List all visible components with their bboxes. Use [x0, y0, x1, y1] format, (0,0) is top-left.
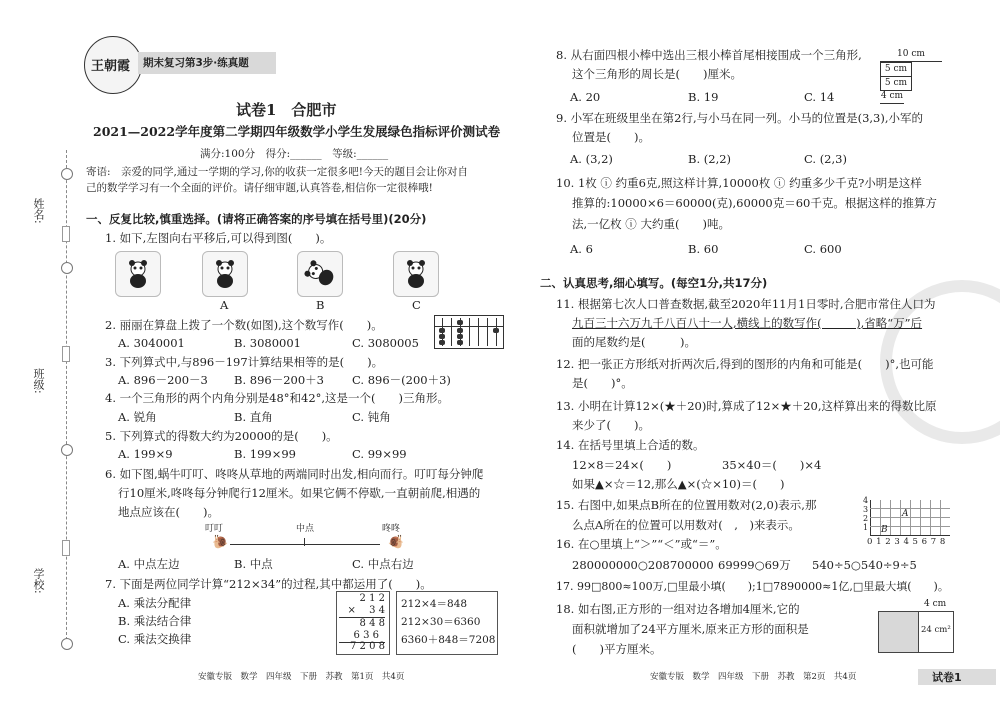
vertical-multiplication	[336, 591, 390, 655]
binding-mark	[62, 226, 70, 242]
intro-line-1	[86, 164, 468, 180]
stick-4cm: 4 cm	[880, 90, 904, 104]
q6-text-1: 6. 如下图,蜗牛叮叮、咚咚从草地的两端同时出发,相向而行。叮叮每分钟爬	[105, 467, 484, 481]
q3-option-b: B. 896－200＋3	[234, 373, 324, 387]
q5-option-c: C. 99×99	[352, 447, 407, 461]
intro-line-2: 己的数学学习有一个全面的评价。请仔细审题,认真答卷,相信你一定很棒哦!	[86, 182, 433, 194]
point-a-label: A	[902, 509, 909, 519]
coordinate-grid	[870, 500, 950, 535]
q1-option-c-label: C	[412, 298, 421, 312]
binding-mark	[62, 540, 70, 556]
q6-option-c: C. 中点右边	[352, 557, 414, 571]
q10-option-a: A. 6	[570, 242, 593, 256]
brand-logo	[84, 36, 142, 94]
q2-option-a: A. 3040001	[118, 336, 185, 350]
q5-option-a: A. 199×9	[118, 447, 173, 461]
q3-option-a: A. 896－200－3	[118, 373, 208, 387]
q10-text-2: 推算的:10000×6＝60000(克),60000克＝60千克。根据这样的推算方	[572, 196, 937, 210]
q1-option-c-figure	[393, 251, 439, 297]
q8-option-a: A. 20	[570, 90, 601, 104]
class-label: 班级:	[32, 368, 45, 394]
q5-text: 5. 下列算式的得数大约为20000的是( )。	[105, 429, 338, 443]
q4-text: 4. 一个三角形的两个内角分别是48°和42°,这是一个( )三角形。	[105, 391, 450, 405]
q11-text-1: 11. 根据第七次人口普查数据,截至2020年11月1日零时,合肥市常住人口为	[556, 297, 936, 311]
q1-option-a-label: A	[220, 298, 229, 312]
name-label: 姓名:	[32, 198, 45, 224]
q9-option-c: C. (2,3)	[804, 152, 847, 166]
panda-icon	[125, 259, 151, 289]
original-square	[878, 611, 920, 653]
binding-hole	[61, 638, 73, 650]
snail-left-icon: 🐌	[212, 535, 229, 550]
q2-text: 2. 丽丽在算盘上拨了一个数(如图),这个数写作( )。	[105, 318, 383, 332]
q16-item-1: 280000000○208700000	[572, 558, 714, 572]
q14-item-b: 35×40＝( )×4	[722, 458, 822, 472]
intro-text-1: 亲爱的同学,通过一学期的学习,你的收获一定很多吧!今天的题目会让你对自	[110, 166, 468, 178]
step-calculation	[396, 591, 498, 655]
header-tag: 期末复习第3步·练真题	[143, 57, 249, 69]
q1-option-a-figure	[202, 251, 248, 297]
school-label: 学校:	[32, 568, 45, 594]
intro-prefix: 寄语:	[86, 166, 111, 178]
binding-hole	[61, 168, 73, 180]
q11-text-2: 九百三十六万九千八百八十一人,横线上的数写作( ),省略“万”后	[572, 316, 923, 330]
logo-text: 王朝霞	[91, 59, 131, 74]
q16-item-3: 540÷5○540÷9÷5	[812, 558, 917, 572]
right-footer: 安徽专版 数学 四年级 下册 苏教 第2页 共4页	[650, 672, 857, 682]
binding-line	[66, 150, 67, 650]
q1-text: 1. 如下,左图向右平移后,可以得到图( )。	[105, 231, 332, 245]
step-1: 212×4＝848	[401, 598, 468, 610]
q14-item-c: 如果▲×☆＝12,那么▲×(☆×10)＝( )	[572, 477, 785, 491]
panda-icon	[301, 255, 340, 293]
q15-text-2: 么点A所在的位置可以用数对( , )来表示。	[572, 518, 800, 532]
q17-text: 17. 99□800≈100万,□里最小填( );1□7890000≈1亿,□里最大填( )。	[556, 580, 949, 593]
binding-hole	[61, 262, 73, 274]
q7-option-c: C. 乘法交换律	[118, 632, 192, 646]
q12-text-1: 12. 把一张正方形纸对折两次后,得到的图形的内角和可能是( )°,也可能	[556, 357, 934, 371]
q7-option-a: A. 乘法分配律	[118, 596, 192, 610]
stick-10cm: 10 cm	[880, 48, 942, 62]
grid-x-axis-labels: 0 1 2 3 4 5 6 7 8	[867, 537, 946, 547]
q7-option-b: B. 乘法结合律	[118, 614, 192, 628]
q9-option-a: A. (3,2)	[570, 152, 613, 166]
panda-icon	[212, 259, 238, 289]
q10-option-c: C. 600	[804, 242, 842, 256]
q6-text-2: 行10厘米,咚咚每分钟爬行12厘米。如果它俩不停歇,一直朝前爬,相遇的	[118, 486, 481, 500]
step-2: 212×30＝6360	[401, 616, 481, 628]
q1-original-figure	[115, 251, 161, 297]
snail-right-icon: 🐌	[388, 535, 405, 550]
q7-text: 7. 下面是两位同学计算“212×34”的过程,其中都运用了( )。	[105, 577, 432, 591]
q9-text-1: 9. 小军在班级里坐在第2行,与小马在同一列。小马的位置是(3,3),小军的	[556, 111, 924, 125]
q10-text-1: 10. 1枚 ⓘ 约重6克,照这样计算,10000枚 ⓘ 约重多少千克?小明是这样	[556, 176, 922, 190]
snail-dongdong-label: 咚咚	[382, 524, 401, 534]
q11-text-3: 面的尾数约是( )。	[572, 335, 696, 349]
q2-option-c: C. 3080005	[352, 336, 419, 350]
left-footer: 安徽专版 数学 四年级 下册 苏教 第1页 共4页	[198, 672, 405, 682]
added-area-label: 24 cm²	[921, 625, 951, 635]
q15-text-1: 15. 右图中,如果点B所在的位置用数对(2,0)表示,那	[556, 498, 817, 512]
q16-item-2: 69999○69万	[718, 558, 791, 572]
snail-dingding-label: 叮叮	[205, 524, 224, 534]
abacus-figure	[434, 315, 504, 349]
midpoint-tick	[304, 538, 305, 546]
square-top-label: 4 cm	[924, 599, 947, 609]
vm-line-2: × 3 4	[347, 605, 385, 616]
binding-hole	[61, 444, 73, 456]
grid-y-4: 4	[863, 496, 869, 505]
q4-option-c: C. 钝角	[352, 410, 391, 424]
paper-title: 试卷1 合肥市	[236, 101, 337, 119]
q4-option-a: A. 锐角	[118, 410, 157, 424]
q16-text: 16. 在○里填上“＞”“＜”或“＝”。	[556, 537, 727, 551]
section-1-heading: 一、反复比较,慎重选择。(请将正确答案的序号填在括号里)(20分)	[86, 212, 427, 226]
vm-line-1: 2 1 2	[359, 593, 385, 604]
vm-line-3: 8 4 8	[359, 618, 385, 629]
q13-text-1: 13. 小明在计算12×(★＋20)时,算成了12×★＋20,这样算出来的得数比原	[556, 399, 937, 413]
q8-option-b: B. 19	[688, 90, 719, 104]
q10-option-b: B. 60	[688, 242, 719, 256]
q9-text-2: 位置是( )。	[572, 130, 650, 144]
section-2-heading: 二、认真思考,细心填写。(每空1分,共17分)	[540, 276, 768, 290]
track-line	[230, 544, 380, 545]
score-line: 满分:100分 得分:______ 等级:______	[200, 148, 389, 160]
grid-y-2: 2	[863, 514, 869, 523]
added-rectangle	[918, 611, 954, 653]
q1-option-b-label: B	[316, 298, 325, 312]
q1-option-b-figure	[297, 251, 343, 297]
q6-option-b: B. 中点	[234, 557, 273, 571]
q4-option-b: B. 直角	[234, 410, 273, 424]
point-b-label: B	[881, 525, 888, 535]
q9-option-b: B. (2,2)	[688, 152, 732, 166]
q18-text-3: ( )平方厘米。	[572, 642, 662, 656]
vm-line-5: 7 2 0 8	[350, 641, 385, 652]
grid-y-1: 1	[863, 523, 869, 532]
stick-5cm-b: 5 cm	[880, 76, 912, 91]
q8-text-1: 8. 从右面四根小棒中选出三根小棒首尾相接围成一个三角形,	[556, 48, 862, 62]
q18-text-1: 18. 如右图,正方形的一组对边各增加4厘米,它的	[556, 602, 800, 616]
q2-option-b: B. 3080001	[234, 336, 301, 350]
paper-subtitle: 2021—2022学年度第二学期四年级数学小学生发展绿色指标评价测试卷	[93, 124, 501, 139]
step-3: 6360＋848＝7208	[401, 634, 496, 646]
footer-tag: 试卷1	[932, 671, 962, 684]
q18-text-2: 面积就增加了24平方厘米,原来正方形的面积是	[572, 622, 809, 636]
q8-text-2: 这个三角形的周长是( )厘米。	[572, 67, 742, 81]
q14-text: 14. 在括号里填上合适的数。	[556, 438, 705, 452]
q6-text-3: 地点应该在( )。	[118, 505, 219, 519]
binding-mark	[62, 346, 70, 362]
q10-text-3: 法,一亿枚 ⓘ 大约重( )吨。	[572, 217, 730, 231]
q3-text: 3. 下列算式中,与896－197计算结果相等的是( )。	[105, 355, 384, 369]
q6-option-a: A. 中点左边	[118, 557, 180, 571]
stick-5cm-a: 5 cm	[880, 62, 912, 77]
q3-option-c: C. 896－(200＋3)	[352, 373, 451, 387]
vm-line-4: 6 3 6	[353, 630, 379, 641]
q12-text-2: 是( )°。	[572, 376, 633, 390]
grid-y-3: 3	[863, 505, 869, 514]
q5-option-b: B. 199×99	[234, 447, 296, 461]
q8-option-c: C. 14	[804, 90, 835, 104]
q14-item-a: 12×8＝24×( )	[572, 458, 672, 472]
q13-text-2: 来少了( )。	[572, 418, 650, 432]
panda-icon	[403, 259, 429, 289]
midpoint-label: 中点	[296, 524, 315, 534]
